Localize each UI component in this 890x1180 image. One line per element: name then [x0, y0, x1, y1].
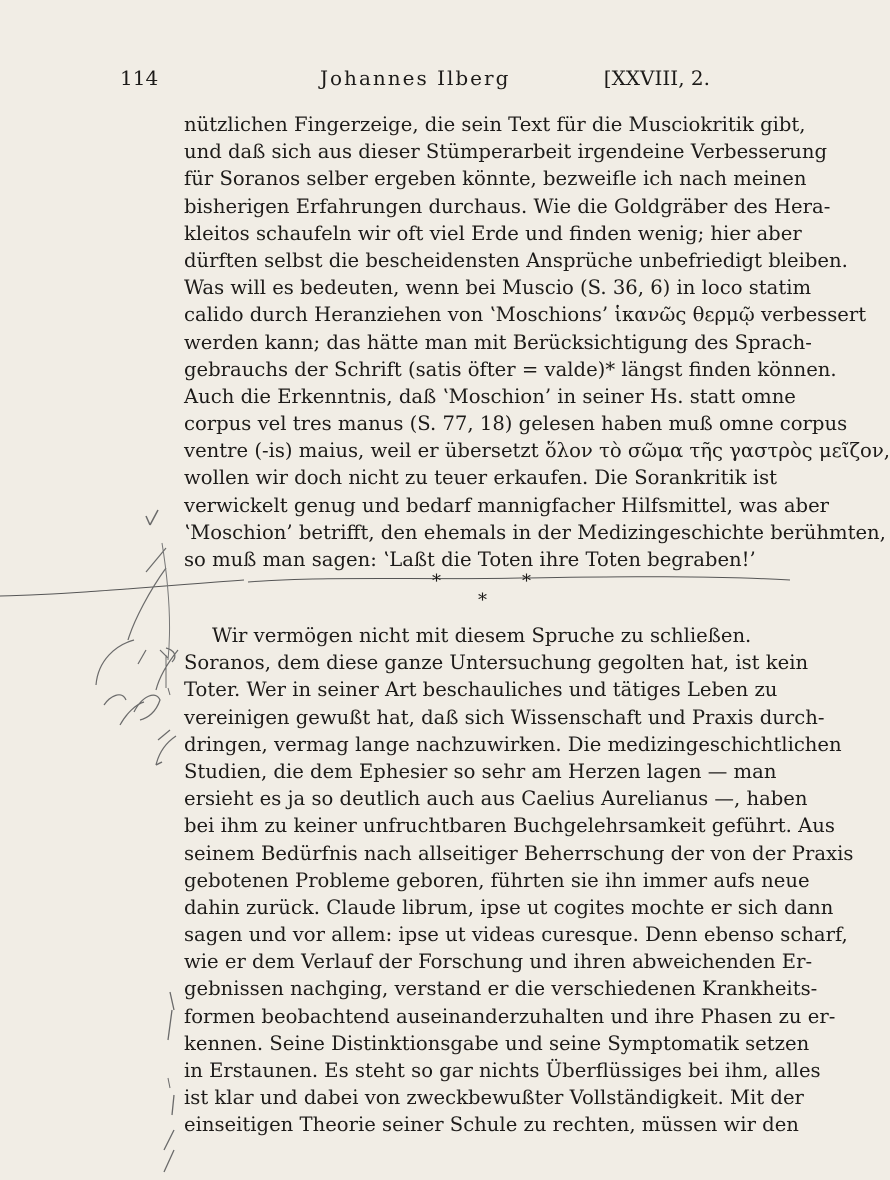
text-line: Toter. Wer in seiner Art beschauliches und tätiges Leben zu: [184, 678, 778, 702]
separator-star-center: *: [478, 590, 487, 611]
separator-star-right: *: [522, 571, 531, 592]
text-line: Soranos, dem diese ganze Untersuchung gegolten hat, ist kein: [184, 651, 809, 675]
separator-star-left: *: [432, 571, 441, 592]
text-line: wie er dem Verlauf der Forschung und ihren abweichenden Er-: [184, 950, 813, 974]
text-line: dürften selbst die bescheidensten Ansprüche unbefriedigt bleiben.: [184, 248, 848, 272]
text-line: bei ihm zu keiner unfruchtbaren Buchgelehrsamkeit geführt. Aus: [184, 814, 835, 838]
text-line: in Erstaunen. Es steht so gar nichts Überflüssiges bei ihm, alles: [184, 1059, 821, 1082]
page-number: 114: [120, 66, 159, 90]
paragraph-one: [184, 111, 890, 573]
text-line: gebrauchs der Schrift (satis öfter = valde)* längst finden können.: [184, 357, 837, 381]
text-line: bisherigen Erfahrungen durchaus. Wie die Goldgräber des Hera-: [184, 194, 831, 218]
text-line: kleitos schaufeln wir oft viel Erde und finden wenig; hier aber: [184, 221, 802, 245]
running-title: Johannes Ilberg: [320, 66, 511, 90]
text-line: kennen. Seine Distinktionsgabe und seine Symptomatik setzen: [184, 1031, 810, 1055]
text-line: corpus vel tres manus (S. 77, 18) gelesen haben muß omne corpus: [184, 412, 848, 436]
text-line: werden kann; das hätte man mit Berücksichtigung des Sprach-: [184, 330, 812, 354]
text-line: einseitigen Theorie seiner Schule zu rechten, müssen wir den: [184, 1113, 799, 1137]
text-line: gebotenen Probleme geboren, führten sie ihn immer aufs neue: [184, 868, 810, 892]
text-line: so muß man sagen: ʽLaßt die Toten ihre Toten begraben!’: [184, 548, 756, 571]
text-line: Studien, die dem Ephesier so sehr am Herzen lagen — man: [184, 759, 777, 783]
text-line: seinem Bedürfnis nach allseitiger Beherrschung der von der Praxis: [184, 841, 854, 865]
text-line: ist klar und dabei von zweckbewußter Vollständigkeit. Mit der: [184, 1086, 804, 1110]
text-line: Auch die Erkenntnis, daß ʽMoschion’ in seiner Hs. statt omne: [184, 384, 796, 408]
running-header: [120, 66, 710, 96]
text-line: calido durch Heranziehen von ʽMoschions’ ἱκανῶς θερμῷ verbessert: [184, 303, 867, 327]
text-line: ersieht es ja so deutlich auch aus Caelius Aurelianus —, haben: [184, 787, 808, 811]
text-line: dahin zurück. Claude librum, ipse ut cogites mochte er sich dann: [184, 895, 834, 919]
text-line: wollen wir doch nicht zu teuer erkaufen. Die Sorankritik ist: [184, 466, 778, 490]
section-separator: [0, 560, 801, 620]
text-line: ʽMoschion’ betrifft, den ehemals in der Medizingeschichte berühmten,: [184, 520, 886, 544]
text-line: verwickelt genug und bedarf mannigfacher Hilfsmittel, was aber: [184, 493, 830, 517]
text-line: vereinigen gewußt hat, daß sich Wissenschaft und Praxis durch-: [184, 705, 825, 729]
text-line: nützlichen Fingerzeige, die sein Text für die Musciokritik gibt,: [184, 113, 806, 136]
text-line: gebnissen nachging, verstand er die verschiedenen Krankheits-: [184, 977, 818, 1001]
text-line: dringen, vermag lange nachzuwirken. Die medizingeschichtlichen: [184, 732, 842, 756]
text-line: formen beobachtend auseinanderzuhalten und ihre Phasen zu er-: [184, 1004, 836, 1028]
text-line: Wir vermögen nicht mit diesem Spruche zu schließen.: [212, 624, 752, 647]
text-line: für Soranos selber ergeben könnte, bezweifle ich nach meinen: [184, 167, 807, 191]
text-line: sagen und vor allem: ipse ut videas curesque. Denn ebenso scharf,: [184, 923, 848, 947]
paragraph-two: [184, 622, 854, 1139]
volume-reference: [XXVIII, 2.: [603, 66, 710, 90]
text-line: Was will es bedeuten, wenn bei Muscio (S. 36, 6) in loco statim: [184, 276, 812, 300]
text-line: ventre (-is) maius, weil er übersetzt ὅλον τὸ σῶμα τῆς γαστρὸς μεῖζον,: [184, 439, 890, 463]
text-line: und daß sich aus dieser Stümperarbeit irgendeine Verbesserung: [184, 140, 828, 164]
